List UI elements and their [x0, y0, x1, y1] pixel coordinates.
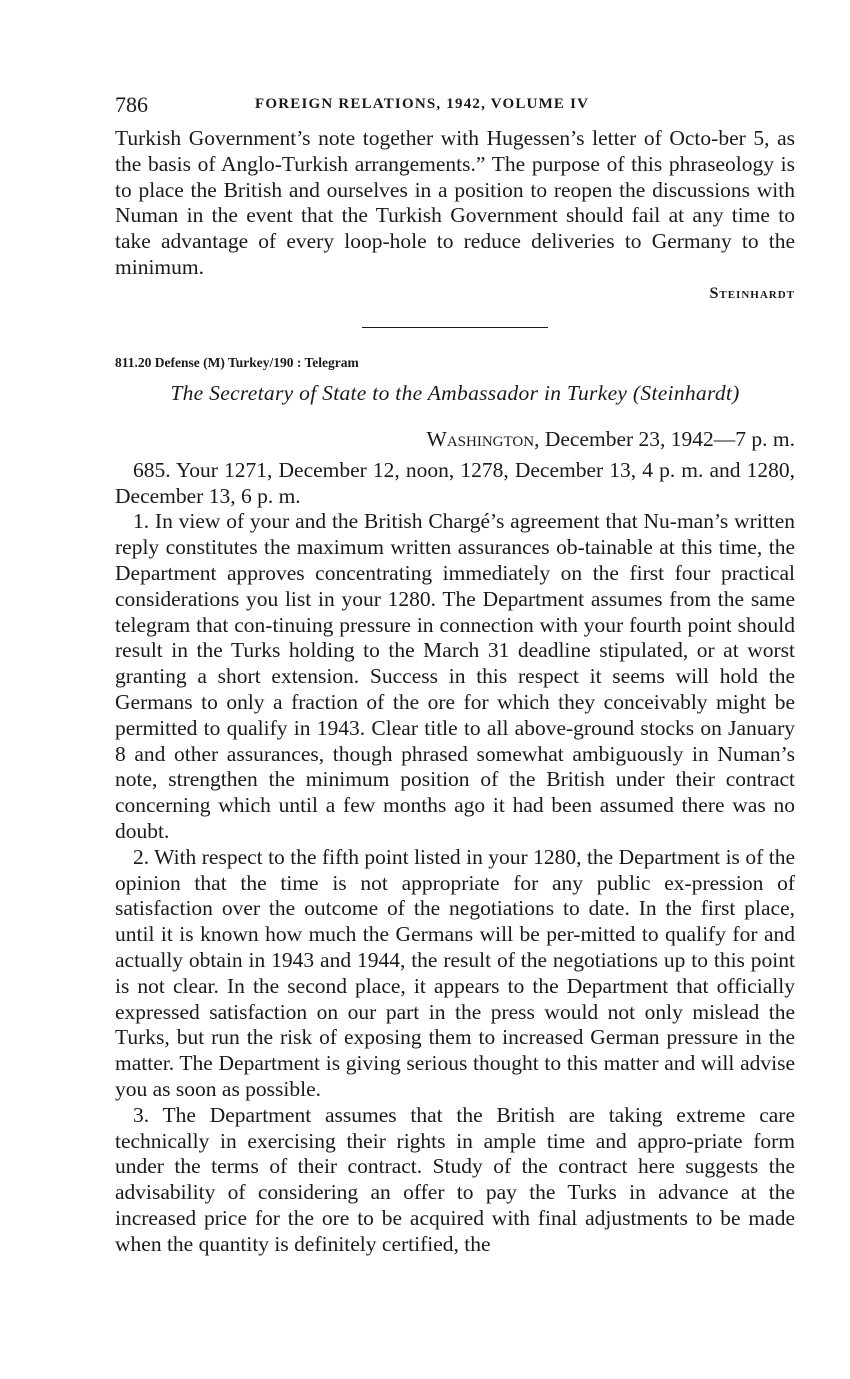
- running-title: FOREIGN RELATIONS, 1942, VOLUME IV: [255, 96, 590, 112]
- body-paragraph: 685. Your 1271, December 12, noon, 1278, December 13, 4 p. m. and 1280, December 13, 6 p. m.: [115, 457, 795, 508]
- body-paragraph: 3. The Department assumes that the British are taking extreme care technically in exercising their rights in ample time and appro-priate form under the terms of their contract. Study of the contract here suggests the advisability of considering an offer to pay the Turks in advance at the increased price for the ore to be acquired with final adjustments to be made when the quantity is definitely certified, the: [115, 1102, 795, 1256]
- continuation-paragraph: Turkish Government’s note together with Hugessen’s letter of Octo-ber 5, as the basis of Anglo-Turkish arrangements.” The purpose of this phraseology is to place the British and ourselves in a position to reopen the discussions with Numan in the event that the Turkish Government should fail at any time to take advantage of every loop-hole to reduce deliveries to Germany to the minimum.: [115, 126, 795, 279]
- dateline: [115, 426, 795, 452]
- section-divider: [362, 327, 548, 328]
- running-header: [115, 92, 795, 126]
- dateline-date: , December 23, 1942—7 p. m.: [534, 426, 795, 451]
- page-number: 786: [115, 92, 148, 117]
- body-paragraph: 1. In view of your and the British Chargé’s agreement that Nu-man’s written reply constitutes the maximum written assurances ob-tainable at this time, the Department approves concentrating immediately on the first four practical considerations you list in your 1280. The Department assumes from the same telegram that con-tinuing pressure in connection with your fourth point should result in the Turks holding to the March 31 deadline stipulated, or at worst granting a short extension. Success in this respect it seems will hold the Germans to only a fraction of the ore for which they conceivably might be permitted to qualify in 1943. Clear title to all above-ground stocks on January 8 and other assurances, though phrased somewhat ambiguously in Numan’s note, strengthen the minimum position of the British under their contract concerning which until a few months ago it had been assumed there was no doubt.: [115, 509, 795, 843]
- document-title: The Secretary of State to the Ambassador in Turkey (Steinhardt): [170, 380, 740, 405]
- body-paragraph: 2. With respect to the fifth point listed in your 1280, the Department is of the opinion that the time is not appropriate for any public ex-pression of satisfaction over the outcome of the negotiations to date. In the first place, until it is known how much the Germans will be per-mitted to qualify for and actually obtain in 1943 and 1944, the result of the negotiations up to this point is not clear. In the second place, it appears to the Department that officially expressed satisfaction on our part in the press would not only mislead the Turks, but run the risk of exposing them to increased German pressure in the matter. The Department is giving serious thought to this matter and will advise you as soon as possible.: [115, 844, 795, 1101]
- dateline-place: Washington: [426, 426, 535, 451]
- file-reference: 811.20 Defense (M) Turkey/190 : Telegram: [115, 354, 359, 370]
- document-page: [115, 92, 795, 1257]
- signature: Steinhardt: [709, 284, 795, 302]
